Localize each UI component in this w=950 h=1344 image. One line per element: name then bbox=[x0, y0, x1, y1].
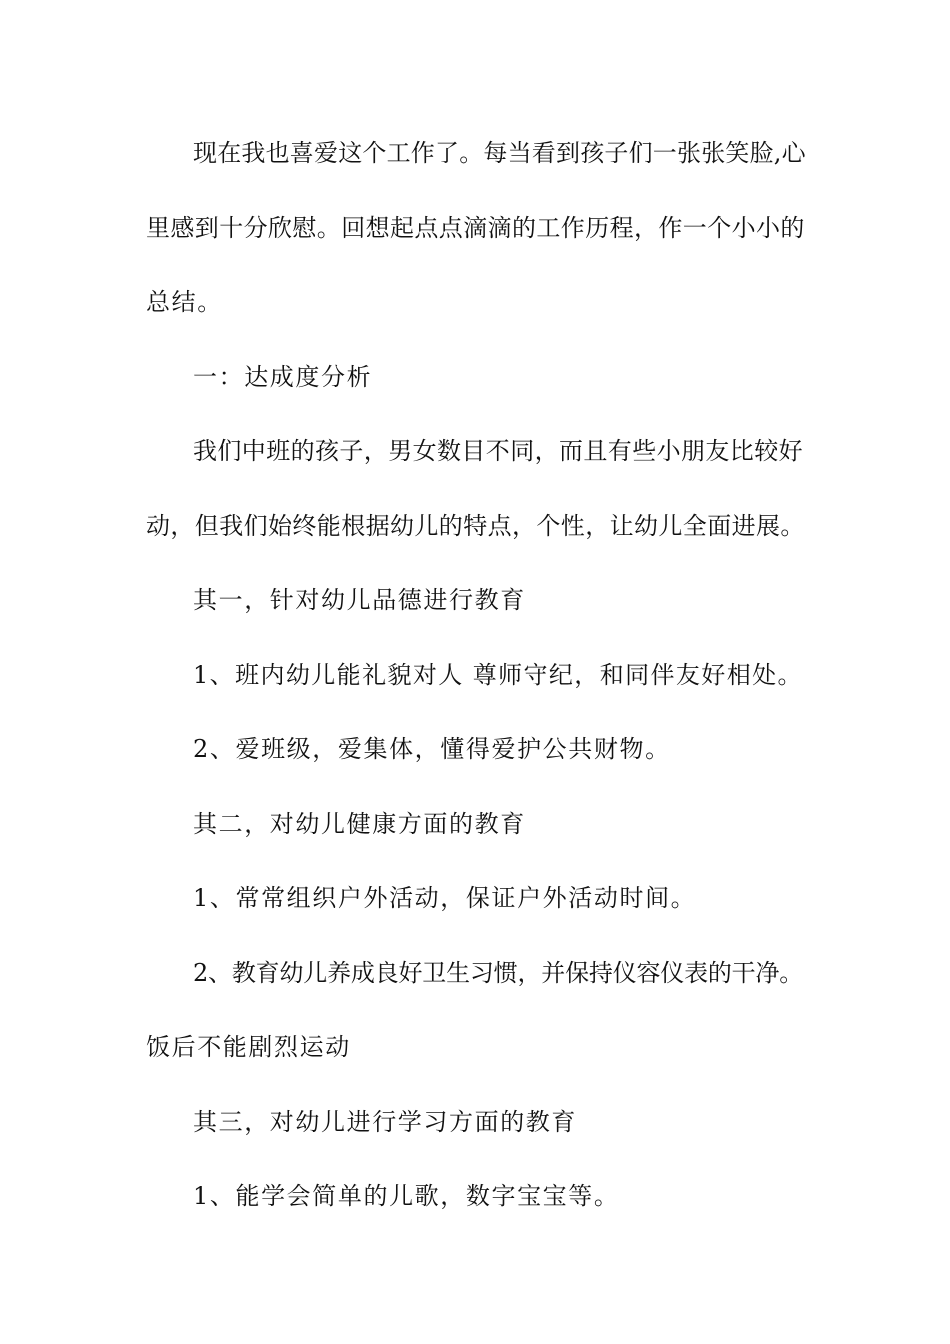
paragraph-line: 动，但我们始终能根据幼儿的特点，个性，让幼儿全面进展。 bbox=[146, 511, 805, 540]
paragraph-line: 饭后不能剧烈运动 bbox=[146, 1033, 351, 1061]
subsection-heading: 其三，对幼儿进行学习方面的教育 bbox=[193, 1107, 577, 1136]
list-item: 1、班内幼儿能礼貌对人 尊师守纪，和同伴友好相处。 bbox=[193, 660, 803, 689]
list-item: 2、爱班级，爱集体，懂得爱护公共财物。 bbox=[193, 735, 671, 763]
list-item: 1、常常组织户外活动，保证户外活动时间。 bbox=[193, 884, 697, 912]
list-item: 2、教育幼儿养成良好卫生习惯，并保持仪容仪表的干净。 bbox=[193, 958, 804, 987]
document-body bbox=[146, 128, 806, 1246]
section-heading: 一：达成度分析 bbox=[193, 362, 373, 391]
subsection-heading: 其二，对幼儿健康方面的教育 bbox=[193, 809, 526, 838]
paragraph-line: 我们中班的孩子，男女数目不同，而且有些小朋友比较好 bbox=[193, 437, 803, 465]
paragraph-line: 现在我也喜爱这个工作了。每当看到孩子们一张张笑脸,心 bbox=[193, 139, 806, 167]
paragraph-line: 总结。 bbox=[146, 288, 223, 316]
paragraph-line: 里感到十分欣慰。回想起点点滴滴的工作历程，作一个小小的 bbox=[146, 213, 805, 242]
list-item: 1、能学会简单的儿歌，数字宝宝等。 bbox=[193, 1182, 620, 1210]
subsection-heading: 其一，针对幼儿品德进行教育 bbox=[193, 586, 526, 614]
